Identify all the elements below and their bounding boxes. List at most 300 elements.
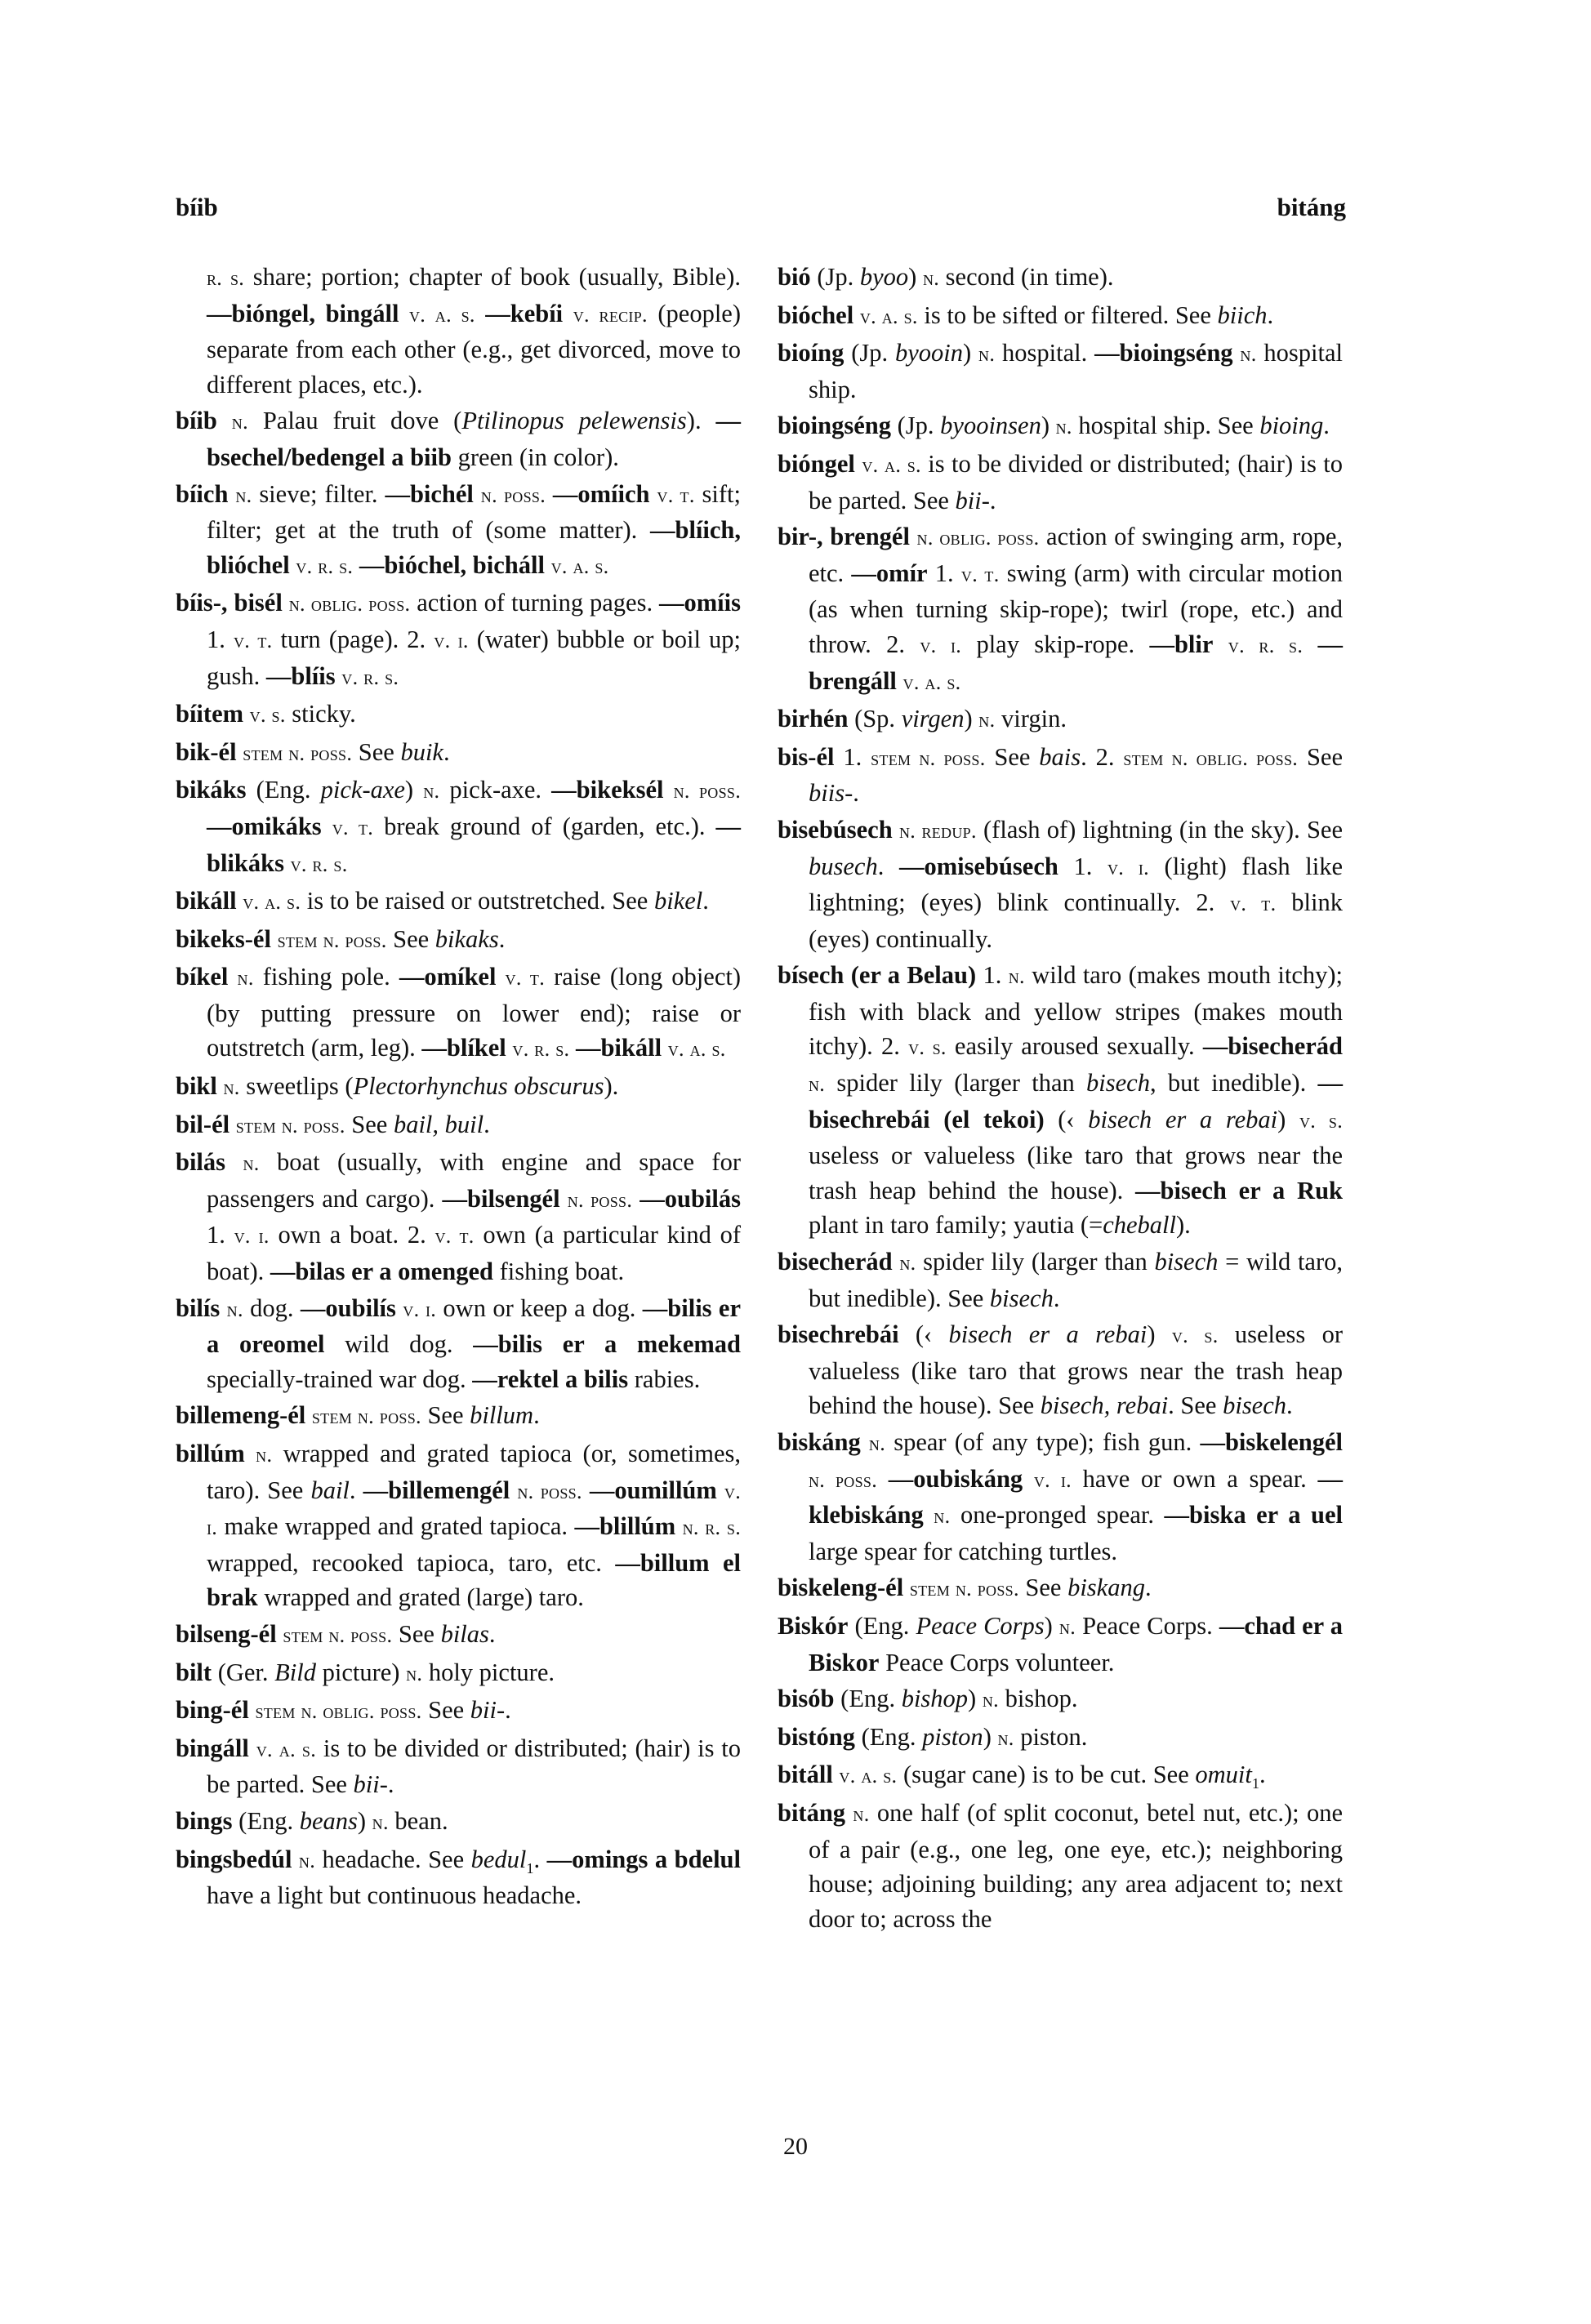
dictionary-entry — [176, 1693, 741, 1730]
italic-text: bisech — [989, 1284, 1054, 1312]
headword: bilseng-él — [176, 1619, 277, 1648]
grammar-label: n. poss. — [517, 1479, 582, 1503]
headword: bikeks-él — [176, 924, 271, 953]
definition-text: (Jp. — [844, 339, 895, 367]
definition-text: green (in color). — [451, 443, 619, 471]
definition-text: ) — [983, 1722, 998, 1751]
grammar-label: stem n. poss. — [871, 746, 986, 770]
definition-text: one-pronged spear. — [950, 1501, 1165, 1529]
headword: —billemengél — [363, 1476, 510, 1504]
subscript-index: 1 — [526, 1859, 534, 1877]
grammar-label: stem n. poss. — [311, 1405, 421, 1429]
definition-text: is to be raised or outstretched. See — [301, 887, 654, 915]
grammar-label: v. s. — [1299, 1108, 1343, 1133]
definition-text: (Eng. — [246, 776, 321, 804]
definition-text: useless or valueless (like taro that grows near the trash heap behind the house). See — [809, 1320, 1343, 1420]
dictionary-entry — [778, 1425, 1343, 1569]
definition-text: own (a particular kind of boat). — [207, 1221, 741, 1286]
definition-text: See — [352, 737, 401, 766]
grammar-label: v. a. s. — [859, 304, 918, 328]
grammar-label: v. t. — [960, 562, 1000, 586]
headword: —billum el brak — [207, 1548, 741, 1612]
page-number: 20 — [783, 2133, 808, 2160]
definition-text: holy picture. — [422, 1658, 555, 1686]
headword: bió — [778, 263, 811, 291]
headword: —blíkel — [421, 1034, 506, 1062]
definition-text: , but inedible). — [1149, 1069, 1318, 1097]
definition-text — [663, 776, 673, 804]
definition-text: ) — [964, 705, 979, 733]
grammar-label: v. t. — [657, 483, 695, 507]
italic-text: bisech — [1223, 1391, 1287, 1420]
headword: —brengáll — [809, 630, 1343, 695]
headword: —bilis er a oreomel — [207, 1293, 742, 1359]
dictionary-column-left — [176, 260, 741, 1915]
italic-text: bail — [310, 1476, 350, 1504]
definition-text — [662, 1034, 668, 1062]
definition-text: have a light but continuous headache. — [207, 1881, 582, 1910]
dictionary-entry — [176, 697, 741, 733]
headword: bir-, brengél — [778, 523, 910, 551]
grammar-label: r. s. — [207, 266, 245, 290]
grammar-label: n. — [423, 779, 440, 804]
headword: —bsechel/bedengel a biib — [207, 407, 741, 471]
headword: bisób — [778, 1685, 835, 1713]
grammar-label: v. r. s. — [512, 1037, 570, 1062]
dictionary-entry — [778, 958, 1343, 1243]
definition-text — [271, 925, 278, 953]
headword: —blikáks — [207, 812, 742, 877]
dictionary-entry — [778, 447, 1343, 518]
grammar-label: n. poss. — [567, 1187, 633, 1212]
definition-text: play skip-rope. — [961, 630, 1150, 658]
headword: bilt — [176, 1658, 212, 1686]
definition-text — [897, 667, 903, 695]
definition-text: See — [421, 1401, 470, 1430]
definition-text — [225, 1148, 243, 1176]
definition-text: sweetlips ( — [239, 1072, 354, 1101]
dictionary-entry — [176, 1069, 741, 1106]
headword: —omikáks — [207, 812, 322, 840]
dictionary-entry — [778, 298, 1343, 335]
italic-text: bikel — [653, 887, 703, 915]
grammar-label: n. — [235, 483, 252, 507]
grammar-label: stem n. oblig. poss. — [255, 1699, 422, 1724]
definition-text: (‹ — [898, 1320, 949, 1349]
definition-text: See — [345, 1110, 394, 1138]
definition-text: ) — [1147, 1320, 1172, 1349]
grammar-label: stem n. poss. — [243, 741, 353, 765]
headword: Biskór — [778, 1611, 849, 1640]
grammar-label: n. — [809, 1072, 826, 1097]
italic-text: biskang — [1067, 1574, 1145, 1602]
headword: bikáll — [176, 887, 237, 915]
italic-text: piston — [922, 1722, 983, 1751]
headword: —bikeksél — [551, 776, 664, 804]
headword: bisecherád — [778, 1248, 893, 1276]
headword: bíib — [176, 407, 217, 435]
definition-text: ) — [1277, 1105, 1299, 1133]
grammar-label: v. a. s. — [256, 1737, 317, 1761]
grammar-label: v. s. — [1171, 1324, 1219, 1348]
headword: —blíis — [265, 661, 336, 690]
definition-text: own or keep a dog. — [436, 1293, 643, 1322]
grammar-label: n. oblig. poss. — [916, 526, 1040, 550]
grammar-label: v. r. s. — [1228, 633, 1304, 657]
definition-text — [284, 849, 291, 877]
dictionary-entry — [176, 477, 741, 585]
definition-text — [903, 1574, 910, 1601]
definition-text: wild taro (makes mouth itchy); fish with black and yellow stripes (makes mouth itchy). 2. — [809, 961, 1344, 1061]
definition-text — [474, 480, 481, 508]
definition-text: 1. — [1058, 852, 1107, 880]
definition-text: hospital. — [995, 339, 1095, 367]
grammar-label: n. — [978, 708, 996, 732]
definition-text: . — [533, 1845, 547, 1873]
grammar-label: stem n. poss. — [235, 1113, 345, 1138]
definition-text: (Jp. — [891, 412, 941, 440]
italic-text: bii- — [955, 486, 990, 514]
italic-text: bisech, rebai — [1040, 1391, 1169, 1420]
dictionary-entry — [778, 408, 1343, 445]
definition-text: ) — [404, 776, 424, 804]
definition-text: 1. — [927, 559, 961, 587]
definition-text: is to be divided or distributed; (hair) is to be parted. See — [207, 1734, 741, 1799]
italic-text: billum — [470, 1401, 534, 1430]
headword: —biskelengél — [1200, 1428, 1344, 1456]
definition-text: 1. — [207, 1221, 234, 1249]
definition-text: = wild taro, but inedible). See — [809, 1248, 1343, 1312]
definition-text: have or own a spear. — [1071, 1464, 1318, 1493]
definition-text: (Eng. — [232, 1806, 300, 1835]
grammar-label: n. — [853, 1801, 870, 1826]
grammar-label: n. — [243, 1151, 260, 1176]
dictionary-entry — [778, 1609, 1343, 1680]
dictionary-entry — [176, 1398, 741, 1435]
dictionary-entry — [778, 1796, 1343, 1936]
definition-text: wrapped and grated tapioca (or, sometimes, taro). See — [207, 1440, 741, 1504]
definition-text: ). — [1176, 1211, 1191, 1240]
definition-text: make wrapped and grated tapioca. — [217, 1512, 575, 1541]
headword: —bilsengél — [442, 1184, 560, 1213]
definition-text: easily aroused sexually. — [946, 1032, 1203, 1061]
definition-text: Palau fruit dove ( — [247, 407, 462, 435]
dictionary-entry — [778, 336, 1343, 407]
headword: —bisecherád — [1202, 1032, 1343, 1061]
headword: bíis-, bisél — [176, 589, 283, 617]
definition-text: sift; filter; get at the truth of (some matter). — [207, 479, 741, 545]
headword: billúm — [176, 1440, 245, 1467]
definition-text: ). — [604, 1072, 619, 1101]
definition-text: . See — [1168, 1391, 1223, 1420]
definition-text: raise (long object) (by putting pressure on lower end); raise or outstretch (arm, leg). — [207, 963, 741, 1062]
definition-text: ) — [968, 1685, 983, 1713]
grammar-label: n. — [1055, 415, 1072, 439]
headword: bingáll — [176, 1734, 249, 1762]
definition-text — [845, 1799, 853, 1827]
dictionary-entry — [176, 959, 741, 1067]
headword: birhén — [778, 705, 849, 733]
headword: bióngel — [778, 449, 855, 478]
definition-text: Peace Corps. — [1076, 1611, 1219, 1640]
definition-text: . — [1323, 412, 1330, 440]
definition-text: (Eng. — [834, 1685, 902, 1713]
definition-text: wrapped and grated (large) taro. — [257, 1583, 584, 1612]
definition-text: . — [702, 887, 709, 915]
definition-text: boat (usually, with engine and space for passengers and cargo). — [207, 1148, 741, 1213]
dictionary-entry — [778, 740, 1343, 811]
grammar-label: n. — [982, 1688, 999, 1712]
headword: bitáng — [778, 1798, 846, 1827]
definition-text: ). — [686, 407, 716, 435]
definition-text — [305, 1401, 312, 1429]
dictionary-entry — [176, 884, 741, 920]
grammar-label: n. — [1008, 964, 1025, 989]
subscript-index: 1 — [1251, 1775, 1259, 1792]
dictionary-entry — [176, 1842, 741, 1913]
definition-text: pick-axe. — [439, 776, 552, 804]
definition-text — [924, 1501, 934, 1529]
definition-text: See — [1298, 742, 1344, 771]
definition-text: 1. — [207, 625, 234, 653]
headword: —omíich — [552, 479, 650, 508]
definition-text: bean. — [388, 1806, 448, 1835]
definition-text — [853, 301, 860, 329]
headword: bis-él — [778, 742, 835, 771]
headword: bitáll — [778, 1761, 833, 1789]
headword: bikl — [176, 1072, 217, 1101]
dictionary-column-right — [778, 260, 1343, 1938]
definition-text: . — [484, 1110, 490, 1138]
headword: biskeleng-él — [778, 1574, 904, 1602]
italic-text: byoo — [859, 263, 909, 291]
headword: billemeng-él — [176, 1401, 306, 1430]
dictionary-entry — [778, 701, 1343, 738]
grammar-label: n. poss. — [673, 779, 741, 804]
headword: —omisebúsech — [898, 852, 1058, 880]
italic-text: bais — [1039, 742, 1081, 771]
grammar-label: n. oblig. poss. — [288, 592, 411, 617]
definition-text: See — [392, 1619, 441, 1648]
italic-text: biis- — [809, 779, 853, 808]
headword: bil-él — [176, 1110, 230, 1138]
headword: bíkel — [176, 963, 229, 991]
headword: —blillúm — [574, 1512, 676, 1541]
definition-text: plant in taro family; yautia (= — [809, 1211, 1103, 1240]
definition-text: (Eng. — [854, 1722, 923, 1751]
definition-text: (people) separate from each other (e.g., get divorced, move to different places, etc.). — [207, 299, 741, 398]
definition-text: (Ger. — [212, 1658, 275, 1686]
dictionary-entry — [778, 813, 1343, 956]
dictionary-entry — [176, 1731, 741, 1802]
definition-text: spider lily (larger than — [825, 1069, 1087, 1097]
definition-text — [245, 1440, 256, 1467]
headword: —oubiskáng — [888, 1464, 1023, 1493]
definition-text: ) — [1041, 412, 1056, 440]
headword: —oubilís — [300, 1293, 396, 1322]
definition-text: is to be sifted or filtered. See — [917, 301, 1218, 329]
italic-text: Ptilinopus pelewensis — [461, 407, 687, 435]
definition-text — [1213, 630, 1228, 658]
dictionary-entry — [176, 922, 741, 959]
italic-text: bisech — [1086, 1069, 1150, 1097]
headword: bíich — [176, 479, 229, 508]
italic-text: Bild — [274, 1658, 316, 1686]
grammar-label: v. i. — [434, 628, 469, 652]
definition-text — [243, 700, 250, 728]
grammar-label: v. s. — [908, 1035, 947, 1060]
definition-text: wild dog. — [324, 1330, 474, 1359]
headword: bisebúsech — [778, 815, 893, 844]
definition-text: ) — [1044, 1611, 1059, 1640]
definition-text: (‹ — [1044, 1105, 1089, 1133]
italic-text: cheball — [1103, 1211, 1177, 1240]
headword: —bioingséng — [1094, 339, 1233, 367]
grammar-label: n. — [226, 1297, 243, 1321]
headword: —omíis — [659, 589, 741, 617]
definition-text — [1023, 1465, 1034, 1493]
headword: bióchel — [778, 301, 854, 329]
definition-text: bishop. — [998, 1685, 1078, 1713]
definition-text — [217, 1072, 224, 1100]
italic-text: Peace Corps — [916, 1611, 1045, 1640]
headword: —bilas er a omenged — [270, 1258, 494, 1286]
definition-text: one half (of split coconut, betel nut, etc.); one of a pair (e.g., one leg, one eye, etc.); neighboring house; adjoining building; any area adjacent to; next door to; across the — [809, 1798, 1343, 1933]
definition-text: See — [386, 924, 435, 953]
italic-text: Plectorhynchus obscurus — [353, 1072, 604, 1101]
dictionary-entry — [176, 735, 741, 772]
definition-text: action of swinging arm, rope, etc. — [809, 523, 1343, 587]
italic-text: byooinsen — [940, 412, 1041, 440]
headword: —bióngel, bingáll — [207, 299, 399, 327]
definition-text: . — [1053, 1284, 1060, 1312]
definition-text: share; portion; chapter of book (usually, Bible). — [244, 263, 741, 291]
definition-text: ) — [357, 1806, 372, 1835]
grammar-label: v. a. s. — [902, 670, 961, 694]
definition-text — [675, 1512, 682, 1540]
dictionary-entry — [778, 1720, 1343, 1756]
italic-text: pick-axe — [320, 776, 405, 804]
definition-text: (Eng. — [848, 1611, 916, 1640]
definition-text: own a boat. 2. — [269, 1221, 435, 1249]
dictionary-entry — [778, 1317, 1343, 1423]
grammar-label: n. — [978, 342, 996, 367]
grammar-label: v. i. — [403, 1297, 437, 1321]
grammar-label: v. i. — [920, 633, 962, 657]
italic-text: buik — [400, 737, 443, 766]
italic-text: omuit — [1195, 1761, 1252, 1789]
dictionary-entry — [176, 1107, 741, 1144]
definition-text: hospital ship. See — [1072, 412, 1260, 440]
definition-text — [569, 1034, 576, 1062]
grammar-label: v. r. s. — [341, 665, 399, 689]
dictionary-entry — [176, 1145, 741, 1289]
definition-text: . — [1286, 1391, 1293, 1420]
grammar-label: v. a. s. — [550, 554, 609, 578]
definition-text — [910, 523, 917, 550]
running-head-left: bíib — [176, 193, 218, 221]
grammar-label: n. — [922, 266, 940, 290]
grammar-label: v. t. — [505, 966, 546, 991]
headword: —bisechrebái (el tekoi) — [809, 1069, 1343, 1133]
italic-text: bishop — [901, 1685, 969, 1713]
definition-text: . — [349, 1476, 363, 1504]
grammar-label: v. i. — [1107, 855, 1149, 879]
grammar-label: v. s. — [249, 703, 286, 728]
definition-text — [582, 1476, 590, 1504]
definition-text: . — [1144, 1574, 1152, 1602]
definition-text: See — [1018, 1574, 1068, 1602]
grammar-label: v. a. s. — [408, 302, 475, 327]
italic-text: busech — [809, 852, 878, 880]
italic-text: biich — [1217, 301, 1268, 329]
headword: —rektel a bilis — [472, 1365, 629, 1393]
definition-text: is to be divided or distributed; (hair) is to be parted. See — [809, 449, 1343, 514]
definition-text: virgin. — [995, 705, 1067, 733]
definition-text: picture) — [316, 1658, 407, 1686]
grammar-label: n. — [1058, 1614, 1076, 1639]
definition-text — [560, 1185, 568, 1213]
definition-text: . — [1267, 301, 1274, 329]
definition-text: Peace Corps volunteer. — [879, 1648, 1115, 1676]
dictionary-entry — [176, 1291, 741, 1397]
definition-text — [228, 963, 237, 991]
definition-text — [545, 551, 551, 579]
definition-text — [717, 1476, 724, 1504]
headword: —kebíi — [485, 299, 564, 327]
definition-text — [510, 1476, 517, 1504]
definition-text: 1. — [834, 742, 871, 771]
dictionary-entry — [176, 1617, 741, 1654]
definition-text: second (in time). — [939, 263, 1114, 291]
headword: —blir — [1149, 630, 1214, 658]
headword: —omings a bdelul — [546, 1845, 741, 1873]
definition-text — [220, 1294, 226, 1322]
dictionary-entry — [778, 1757, 1343, 1794]
definition-text: wrapped, recooked tapioca, taro, etc. — [207, 1548, 616, 1577]
definition-text: spider lily (larger than — [916, 1248, 1155, 1276]
headword: bilís — [176, 1293, 221, 1322]
grammar-label: v. a. s. — [667, 1037, 726, 1062]
grammar-label: n. — [372, 1810, 389, 1834]
definition-text — [322, 813, 332, 840]
grammar-label: n. redup. — [898, 818, 977, 843]
grammar-label: v. a. s. — [862, 452, 921, 477]
headword: bings — [176, 1806, 233, 1835]
grammar-label: stem n. poss. — [277, 928, 387, 952]
grammar-label: n. — [256, 1443, 273, 1467]
headword: bingsbedúl — [176, 1845, 292, 1873]
grammar-label: v. a. s. — [243, 890, 301, 915]
definition-text — [546, 480, 553, 508]
headword: —bilis er a mekemad — [473, 1330, 741, 1359]
dictionary-entry — [176, 403, 741, 474]
definition-text — [861, 1428, 869, 1456]
grammar-label: v. recip. — [573, 302, 648, 327]
definition-text: fishing pole. — [253, 963, 399, 991]
italic-text: bikaks — [435, 924, 499, 953]
grammar-label: v. t. — [332, 815, 374, 839]
definition-text: sticky. — [285, 700, 356, 728]
dictionary-entry — [778, 1681, 1343, 1718]
grammar-label: v. t. — [1230, 892, 1277, 916]
headword: bioingséng — [778, 412, 891, 440]
headword: —biska er a uel — [1164, 1501, 1344, 1529]
definition-text: . — [1259, 1761, 1266, 1789]
italic-text: bioing — [1259, 412, 1324, 440]
definition-text: turn (page). 2. — [272, 625, 435, 653]
definition-text: 1. — [976, 961, 1009, 990]
